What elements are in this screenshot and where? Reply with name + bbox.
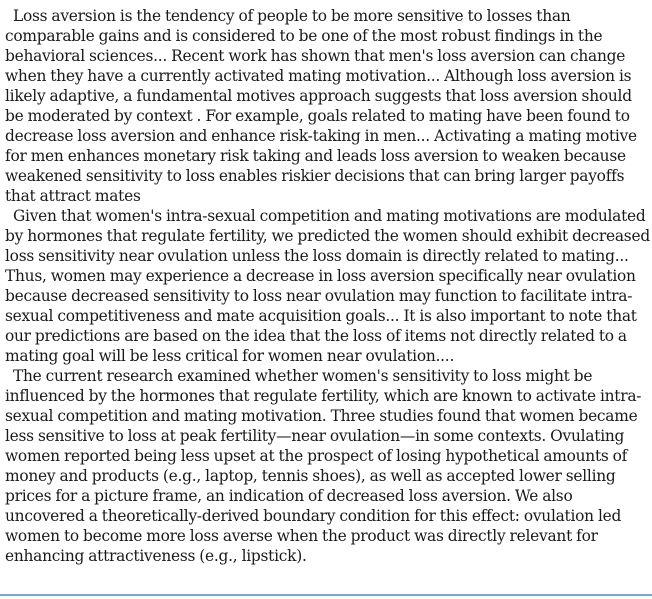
bottom-divider bbox=[0, 594, 652, 596]
document-body bbox=[5, 6, 650, 566]
paragraph-loss-aversion-intro: Loss aversion is the tendency of people to be more sensitive to losses than comparable gains and is considered to be one of the most robust findings in the behavioral sciences... Recent work has shown that men's loss aversion can change when they have a currently activated mating motivation... Although loss aversion is likely adaptive, a fundamental motives approach suggests that loss aversion should be moderated by context . For example, goals related to mating have been found to decrease loss aversion and enhance risk-taking in men... Activating a mating motive for men enhances monetary risk taking and leads loss aversion to weaken because weakened sensitivity to loss enables riskier decisions that can bring larger payoffs that attract mates bbox=[5, 7, 637, 205]
paragraph-current-research: The current research examined whether women's sensitivity to loss might be influenced by the hormones that regulate fertility, which are known to activate intra-sexual competition and mating motivation. Three studies found that women became less sensitive to loss at peak fertility—near ovulation—in some contexts. Ovulating women reported being less upset at the prospect of losing hypothetical amounts of money and products (e.g., laptop, tennis shoes), as well as accepted lower selling prices for a picture frame, an indication of decreased loss aversion. We also uncovered a theoretically-derived boundary condition for this effect: ovulation led women to become more loss averse when the product was directly relevant for enhancing attractiveness (e.g., lipstick). bbox=[5, 367, 642, 565]
paragraph-ovulation-prediction: Given that women's intra-sexual competition and mating motivations are modulated by hormones that regulate fertility, we predicted the women should exhibit decreased loss sensitivity near ovulation unless the loss domain is directly related to mating... Thus, women may experience a decrease in loss aversion specifically near ovulation because decreased sensitivity to loss near ovulation may function to facilitate intra-sexual competitiveness and mate acquisition goals... It is also important to note that our predictions are based on the idea that the loss of items not directly related to a mating goal will be less critical for women near ovulation.... bbox=[5, 207, 650, 365]
